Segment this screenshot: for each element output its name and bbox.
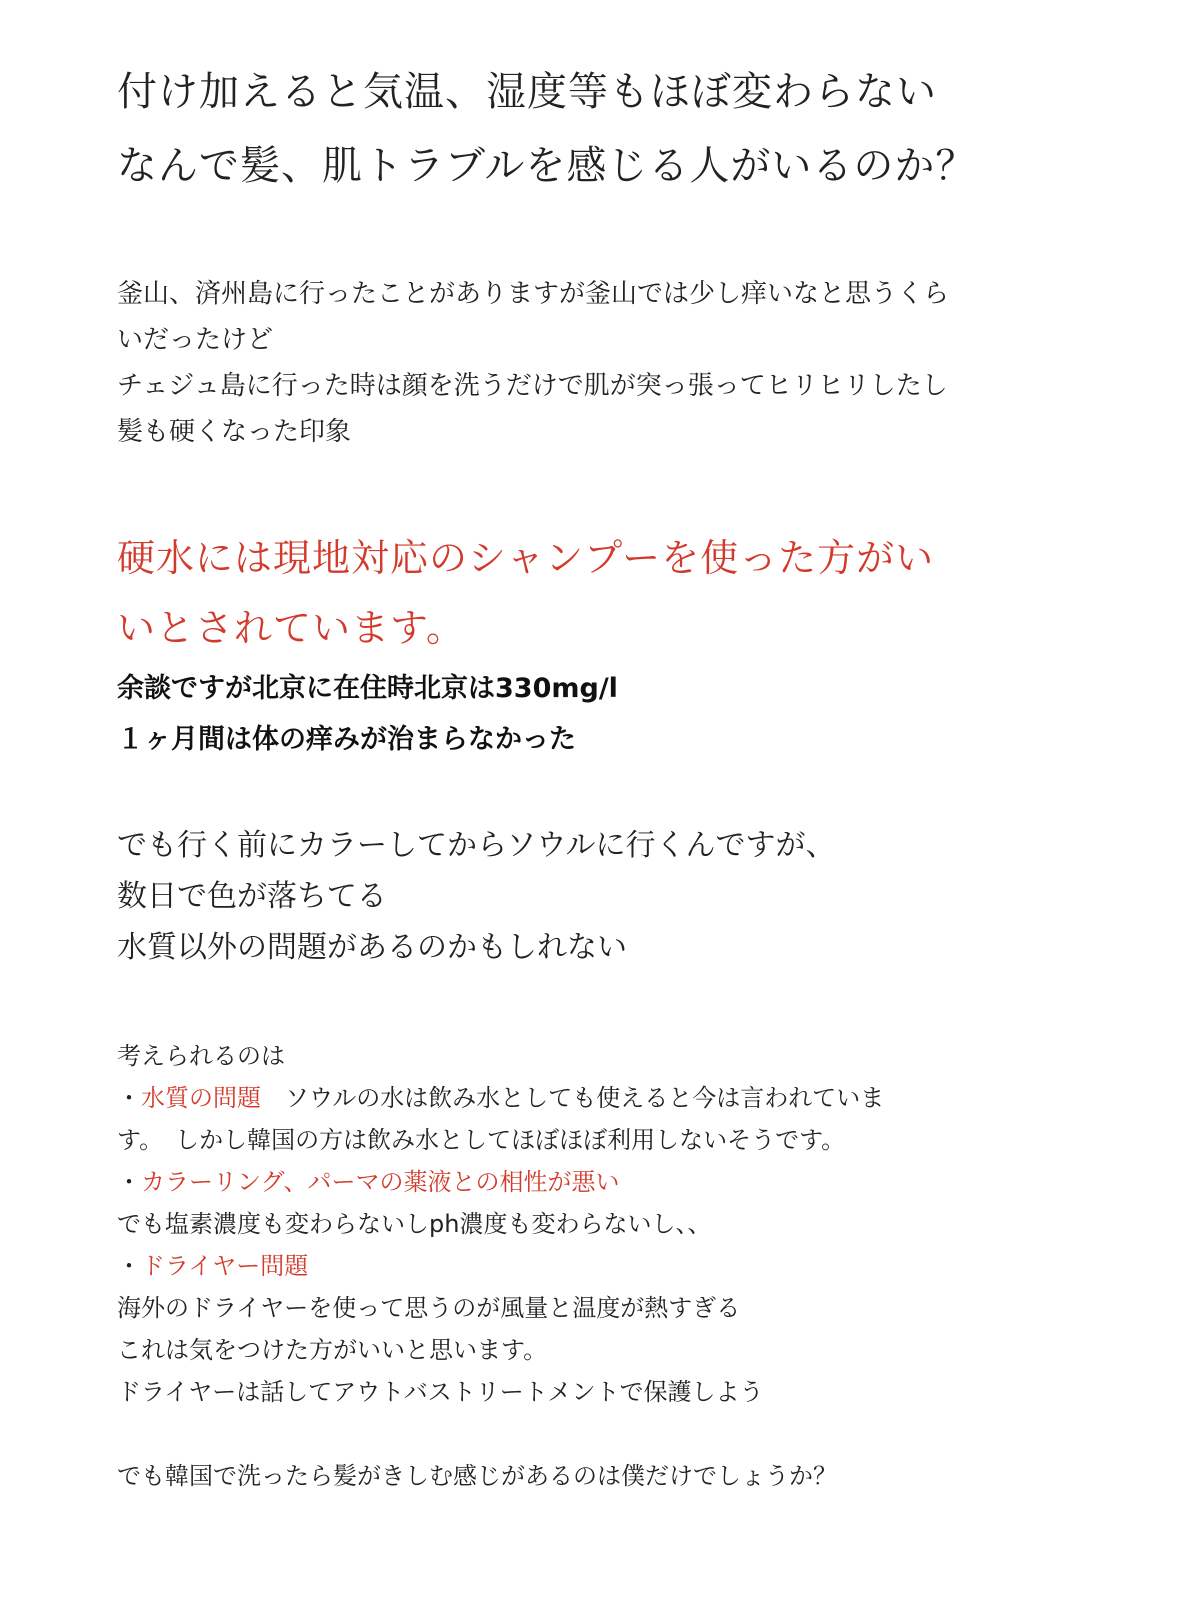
experience-line-2: いだったけど xyxy=(117,325,274,355)
bullet: ・ xyxy=(117,1252,141,1280)
reasons-intro: 考えられるのは xyxy=(117,1042,285,1070)
reason-item-dryer xyxy=(117,1245,1120,1287)
experience-line-4: 髪も硬くなった印象 xyxy=(117,417,352,447)
reason-cont-water-quality: す。 しかし韓国の方は飲み水としてほぼほぼ利用しないそうです。 xyxy=(117,1126,846,1154)
color-note-paragraph xyxy=(117,820,1120,973)
reason-text-chemicals: でも塩素濃度も変わらないしph濃度も変わらないし、、 xyxy=(117,1210,712,1238)
reason-text-dryer-1: 海外のドライヤーを使って思うのが風量と温度が熱すぎる xyxy=(117,1294,741,1322)
experience-line-3: チェジュ島に行った時は顔を洗うだけで肌が突っ張ってヒリヒリしたし xyxy=(117,371,948,401)
intro-heading xyxy=(117,55,1120,203)
highlight-heading xyxy=(117,523,1120,663)
color-note-line-2: 数日で色が落ちてる xyxy=(117,879,387,914)
closing-question: でも韓国で洗ったら髪がきしむ感じがあるのは僕だけでしょうか？ xyxy=(117,1462,837,1490)
reason-item-chemicals xyxy=(117,1161,1120,1203)
reason-text-dryer-2: これは気をつけた方がいいと思います。 xyxy=(117,1336,548,1364)
color-note-line-1: でも行く前にカラーしてからソウルに行くんですが、 xyxy=(117,828,836,863)
color-note-line-3: 水質以外の問題があるのかもしれない xyxy=(117,930,627,965)
intro-line-1: 付け加えると気温、湿度等もほぼ変わらない xyxy=(117,69,937,115)
aside-line-1: 余談ですが北京に在住時北京は330mg/l xyxy=(117,673,618,704)
reason-title-water-quality: 水質の問題 xyxy=(141,1084,261,1112)
reason-title-dryer: ドライヤー問題 xyxy=(141,1252,309,1280)
bullet: ・ xyxy=(117,1084,141,1112)
reason-title-chemicals: カラーリング、パーマの薬液との相性が悪い xyxy=(141,1168,620,1196)
reason-item-water-quality xyxy=(117,1077,1120,1119)
reason-text-dryer-3: ドライヤーは話してアウトバストリートメントで保護しよう xyxy=(117,1378,764,1406)
spacer xyxy=(117,1413,1120,1455)
reason-text-water-quality: ソウルの水は飲み水としても使えると今は言われていま xyxy=(261,1084,885,1112)
experience-paragraph xyxy=(117,271,1120,455)
aside-line-2: １ヶ月間は体の痒みが治まらなかった xyxy=(117,724,576,755)
highlight-line-2: いとされています。 xyxy=(117,606,465,650)
intro-line-2: なんで髪、肌トラブルを感じる人がいるのか？ xyxy=(117,143,977,189)
aside-note xyxy=(117,663,1120,765)
experience-line-1: 釜山、済州島に行ったことがありますが釜山では少し痒いなと思うくら xyxy=(117,279,950,309)
reasons-list xyxy=(117,1035,1120,1497)
bullet: ・ xyxy=(117,1168,141,1196)
highlight-line-1: 硬水には現地対応のシャンプーを使った方がい xyxy=(117,536,935,580)
